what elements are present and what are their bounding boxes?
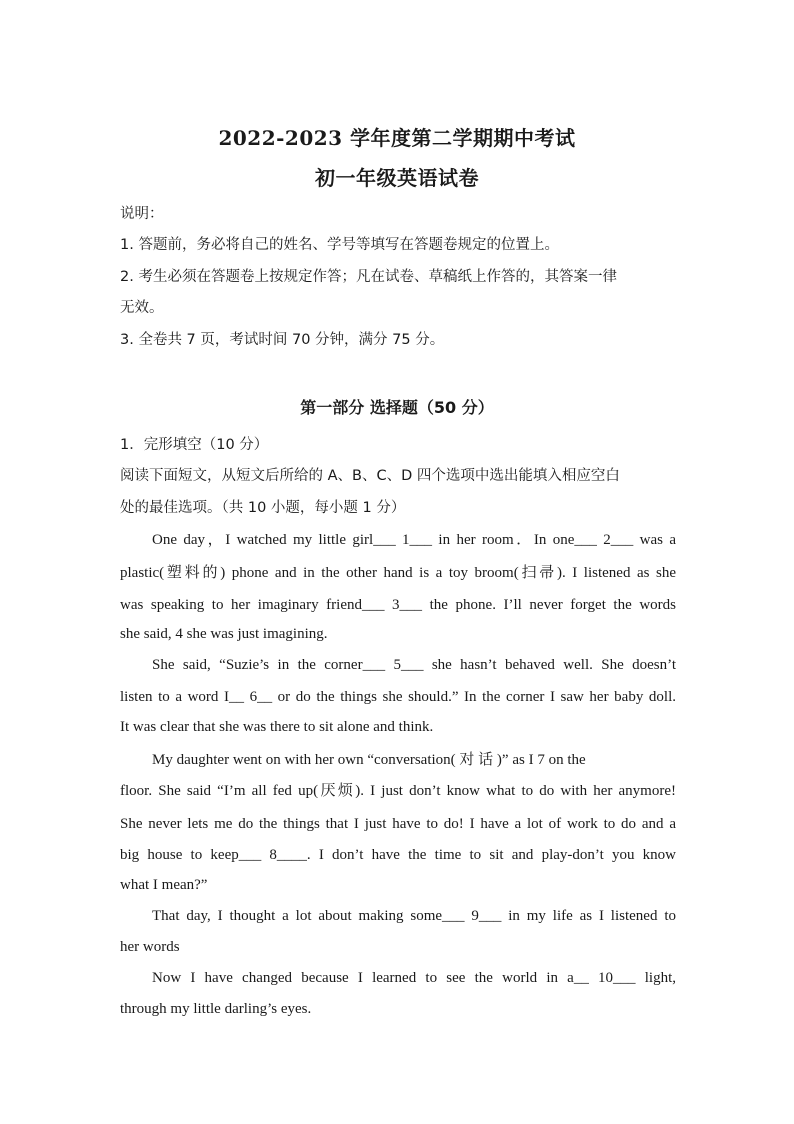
passage-line: what I mean?”	[120, 877, 208, 893]
passage-line: big house to keep___ 8____. I don’t have the time to sit and play-don’t you know	[120, 847, 676, 863]
instruction-item-2: 2. 考生必须在答题卷上按规定作答；凡在试卷、草稿纸上作答的，其答案一律	[120, 269, 617, 285]
passage-line: It was clear that she was there to sit alone and think.	[120, 719, 434, 735]
instructions-label: 说明：	[120, 206, 164, 222]
instruction-item-3: 3. 全卷共 7 页，考试时间 70 分钟，满分 75 分。	[120, 332, 445, 348]
directions-line-1: 阅读下面短文，从短文后所给的 A、B、C、D 四个选项中选出能填入相应空白	[120, 468, 620, 484]
passage-line: Now I have changed because I learned to see the world in a__ 10___ light,	[152, 970, 676, 986]
part-heading: 第一部分 选择题（50 分）	[300, 398, 494, 417]
passage-line: through my little darling’s eyes.	[120, 1001, 312, 1017]
instruction-item-1: 1. 答题前，务必将自己的姓名、学号等填写在答题卷规定的位置上。	[120, 237, 559, 253]
passage-line: was speaking to her imaginary friend___ 3___ the phone. I’ll never forget the words	[120, 597, 676, 613]
passage-line: She never lets me do the things that I just have to do! I have a lot of work to do and a	[120, 816, 676, 832]
exam-title: 2022-2023 学年度第二学期期中考试	[218, 126, 576, 150]
passage-line: floor. She said “I’m all fed up(厌烦). I just don’t know what to do with her anymore!	[120, 783, 676, 799]
passage-line: plastic(塑料的) phone and in the other hand is a toy broom(扫帚). I listened as she	[120, 565, 676, 581]
passage-line: her words	[120, 939, 180, 955]
instruction-item-2-cont: 无效。	[120, 300, 164, 316]
directions-line-2: 处的最佳选项。（共 10 小题，每小题 1 分）	[120, 500, 406, 516]
passage-line: One day，I watched my little girl___ 1___ in her room．In one___ 2___ was a	[152, 532, 676, 548]
passage-line: she said, 4 she was just imagining.	[120, 626, 328, 642]
exam-subtitle: 初一年级英语试卷	[315, 166, 479, 190]
section-title: 1．完形填空（10 分）	[120, 437, 269, 453]
passage-line: That day, I thought a lot about making some___ 9___ in my life as I listened to	[152, 908, 676, 924]
passage-line: My daughter went on with her own “conversation( 对 话 )” as I 7 on the	[152, 752, 586, 768]
passage-line: She said, “Suzie’s in the corner___ 5___ she hasn’t behaved well. She doesn’t	[152, 657, 676, 673]
passage-line: listen to a word I__ 6__ or do the things she should.” In the corner I saw her baby doll.	[120, 689, 676, 705]
